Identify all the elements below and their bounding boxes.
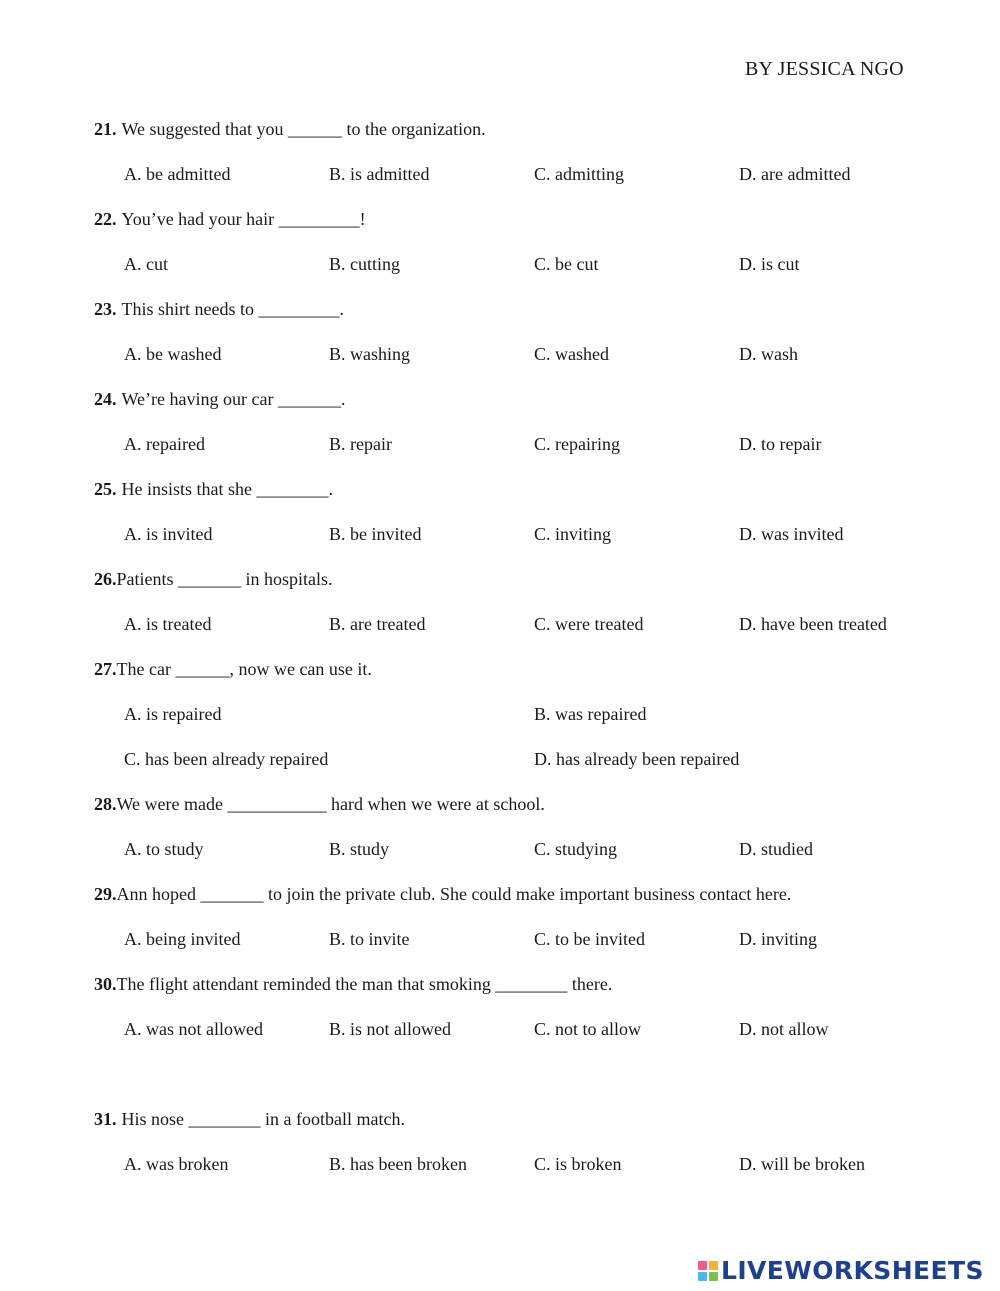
liveworksheets-grid-icon xyxy=(698,1261,718,1281)
option-31-b[interactable]: B. has been broken xyxy=(329,1154,467,1174)
option-29-b[interactable]: B. to invite xyxy=(329,929,410,949)
option-21-c[interactable]: C. admitting xyxy=(534,164,624,184)
option-22-c[interactable]: C. be cut xyxy=(534,254,599,274)
question-31 xyxy=(94,1106,405,1132)
option-30-a[interactable]: A. was not allowed xyxy=(124,1019,263,1039)
question-text: This shirt needs to _________. xyxy=(121,299,344,319)
option-27-c[interactable]: C. has been already repaired xyxy=(124,749,329,769)
option-23-a[interactable]: A. be washed xyxy=(124,344,222,364)
option-28-c[interactable]: C. studying xyxy=(534,839,618,859)
question-text: You’ve had your hair _________! xyxy=(121,209,366,229)
option-26-d[interactable]: D. have been treated xyxy=(739,614,887,634)
option-22-a[interactable]: A. cut xyxy=(124,254,168,274)
option-31-c[interactable]: C. is broken xyxy=(534,1154,622,1174)
logo-square xyxy=(698,1261,707,1270)
question-text: We were made ___________ hard when we were at school. xyxy=(116,794,545,814)
question-23 xyxy=(94,296,344,322)
question-number: 30. xyxy=(94,974,117,994)
liveworksheets-logo[interactable] xyxy=(698,1256,984,1286)
option-31-d[interactable]: D. will be broken xyxy=(739,1154,865,1174)
question-text: He insists that she ________. xyxy=(121,479,333,499)
option-26-c[interactable]: C. were treated xyxy=(534,614,644,634)
question-number: 21. xyxy=(94,119,117,139)
option-26-b[interactable]: B. are treated xyxy=(329,614,426,634)
question-text: The car ______, now we can use it. xyxy=(116,659,372,679)
question-number: 29. xyxy=(94,884,117,904)
question-text: The flight attendant reminded the man that smoking ________ there. xyxy=(116,974,613,994)
question-number: 26. xyxy=(94,569,117,589)
option-31-a[interactable]: A. was broken xyxy=(124,1154,229,1174)
question-text: We suggested that you ______ to the organization. xyxy=(121,119,486,139)
question-text: We’re having our car _______. xyxy=(121,389,346,409)
question-28 xyxy=(94,791,545,817)
question-text: Ann hoped _______ to join the private club. She could make important business contact here. xyxy=(116,884,792,904)
option-23-b[interactable]: B. washing xyxy=(329,344,410,364)
logo-square xyxy=(698,1272,707,1281)
option-27-d[interactable]: D. has already been repaired xyxy=(534,749,740,769)
option-21-d[interactable]: D. are admitted xyxy=(739,164,851,184)
option-27-b[interactable]: B. was repaired xyxy=(534,704,647,724)
option-25-d[interactable]: D. was invited xyxy=(739,524,844,544)
option-22-d[interactable]: D. is cut xyxy=(739,254,800,274)
question-number: 28. xyxy=(94,794,117,814)
option-25-a[interactable]: A. is invited xyxy=(124,524,213,544)
page-header-author: BY JESSICA NGO xyxy=(745,58,904,80)
question-number: 22. xyxy=(94,209,117,229)
option-22-b[interactable]: B. cutting xyxy=(329,254,400,274)
option-21-a[interactable]: A. be admitted xyxy=(124,164,231,184)
option-23-c[interactable]: C. washed xyxy=(534,344,609,364)
option-24-c[interactable]: C. repairing xyxy=(534,434,620,454)
option-29-c[interactable]: C. to be invited xyxy=(534,929,645,949)
option-24-a[interactable]: A. repaired xyxy=(124,434,205,454)
question-number: 27. xyxy=(94,659,117,679)
question-27 xyxy=(94,656,372,682)
option-24-b[interactable]: B. repair xyxy=(329,434,392,454)
option-25-c[interactable]: C. inviting xyxy=(534,524,612,544)
question-30 xyxy=(94,971,612,997)
question-29 xyxy=(94,881,791,907)
option-25-b[interactable]: B. be invited xyxy=(329,524,422,544)
option-29-a[interactable]: A. being invited xyxy=(124,929,241,949)
question-24 xyxy=(94,386,345,412)
option-28-d[interactable]: D. studied xyxy=(739,839,813,859)
logo-square xyxy=(709,1261,718,1270)
option-27-a[interactable]: A. is repaired xyxy=(124,704,222,724)
option-30-d[interactable]: D. not allow xyxy=(739,1019,829,1039)
question-number: 25. xyxy=(94,479,117,499)
option-28-b[interactable]: B. study xyxy=(329,839,390,859)
option-26-a[interactable]: A. is treated xyxy=(124,614,212,634)
question-number: 23. xyxy=(94,299,117,319)
option-30-b[interactable]: B. is not allowed xyxy=(329,1019,451,1039)
question-number: 31. xyxy=(94,1109,117,1129)
question-text: Patients _______ in hospitals. xyxy=(116,569,333,589)
option-23-d[interactable]: D. wash xyxy=(739,344,798,364)
logo-text: LIVEWORKSHEETS xyxy=(721,1256,984,1285)
logo-square xyxy=(709,1272,718,1281)
question-26 xyxy=(94,566,333,592)
question-25 xyxy=(94,476,333,502)
question-number: 24. xyxy=(94,389,117,409)
option-30-c[interactable]: C. not to allow xyxy=(534,1019,641,1039)
question-22 xyxy=(94,206,366,232)
option-24-d[interactable]: D. to repair xyxy=(739,434,822,454)
question-text: His nose ________ in a football match. xyxy=(121,1109,405,1129)
option-29-d[interactable]: D. inviting xyxy=(739,929,818,949)
question-21 xyxy=(94,116,486,142)
option-21-b[interactable]: B. is admitted xyxy=(329,164,430,184)
option-28-a[interactable]: A. to study xyxy=(124,839,204,859)
